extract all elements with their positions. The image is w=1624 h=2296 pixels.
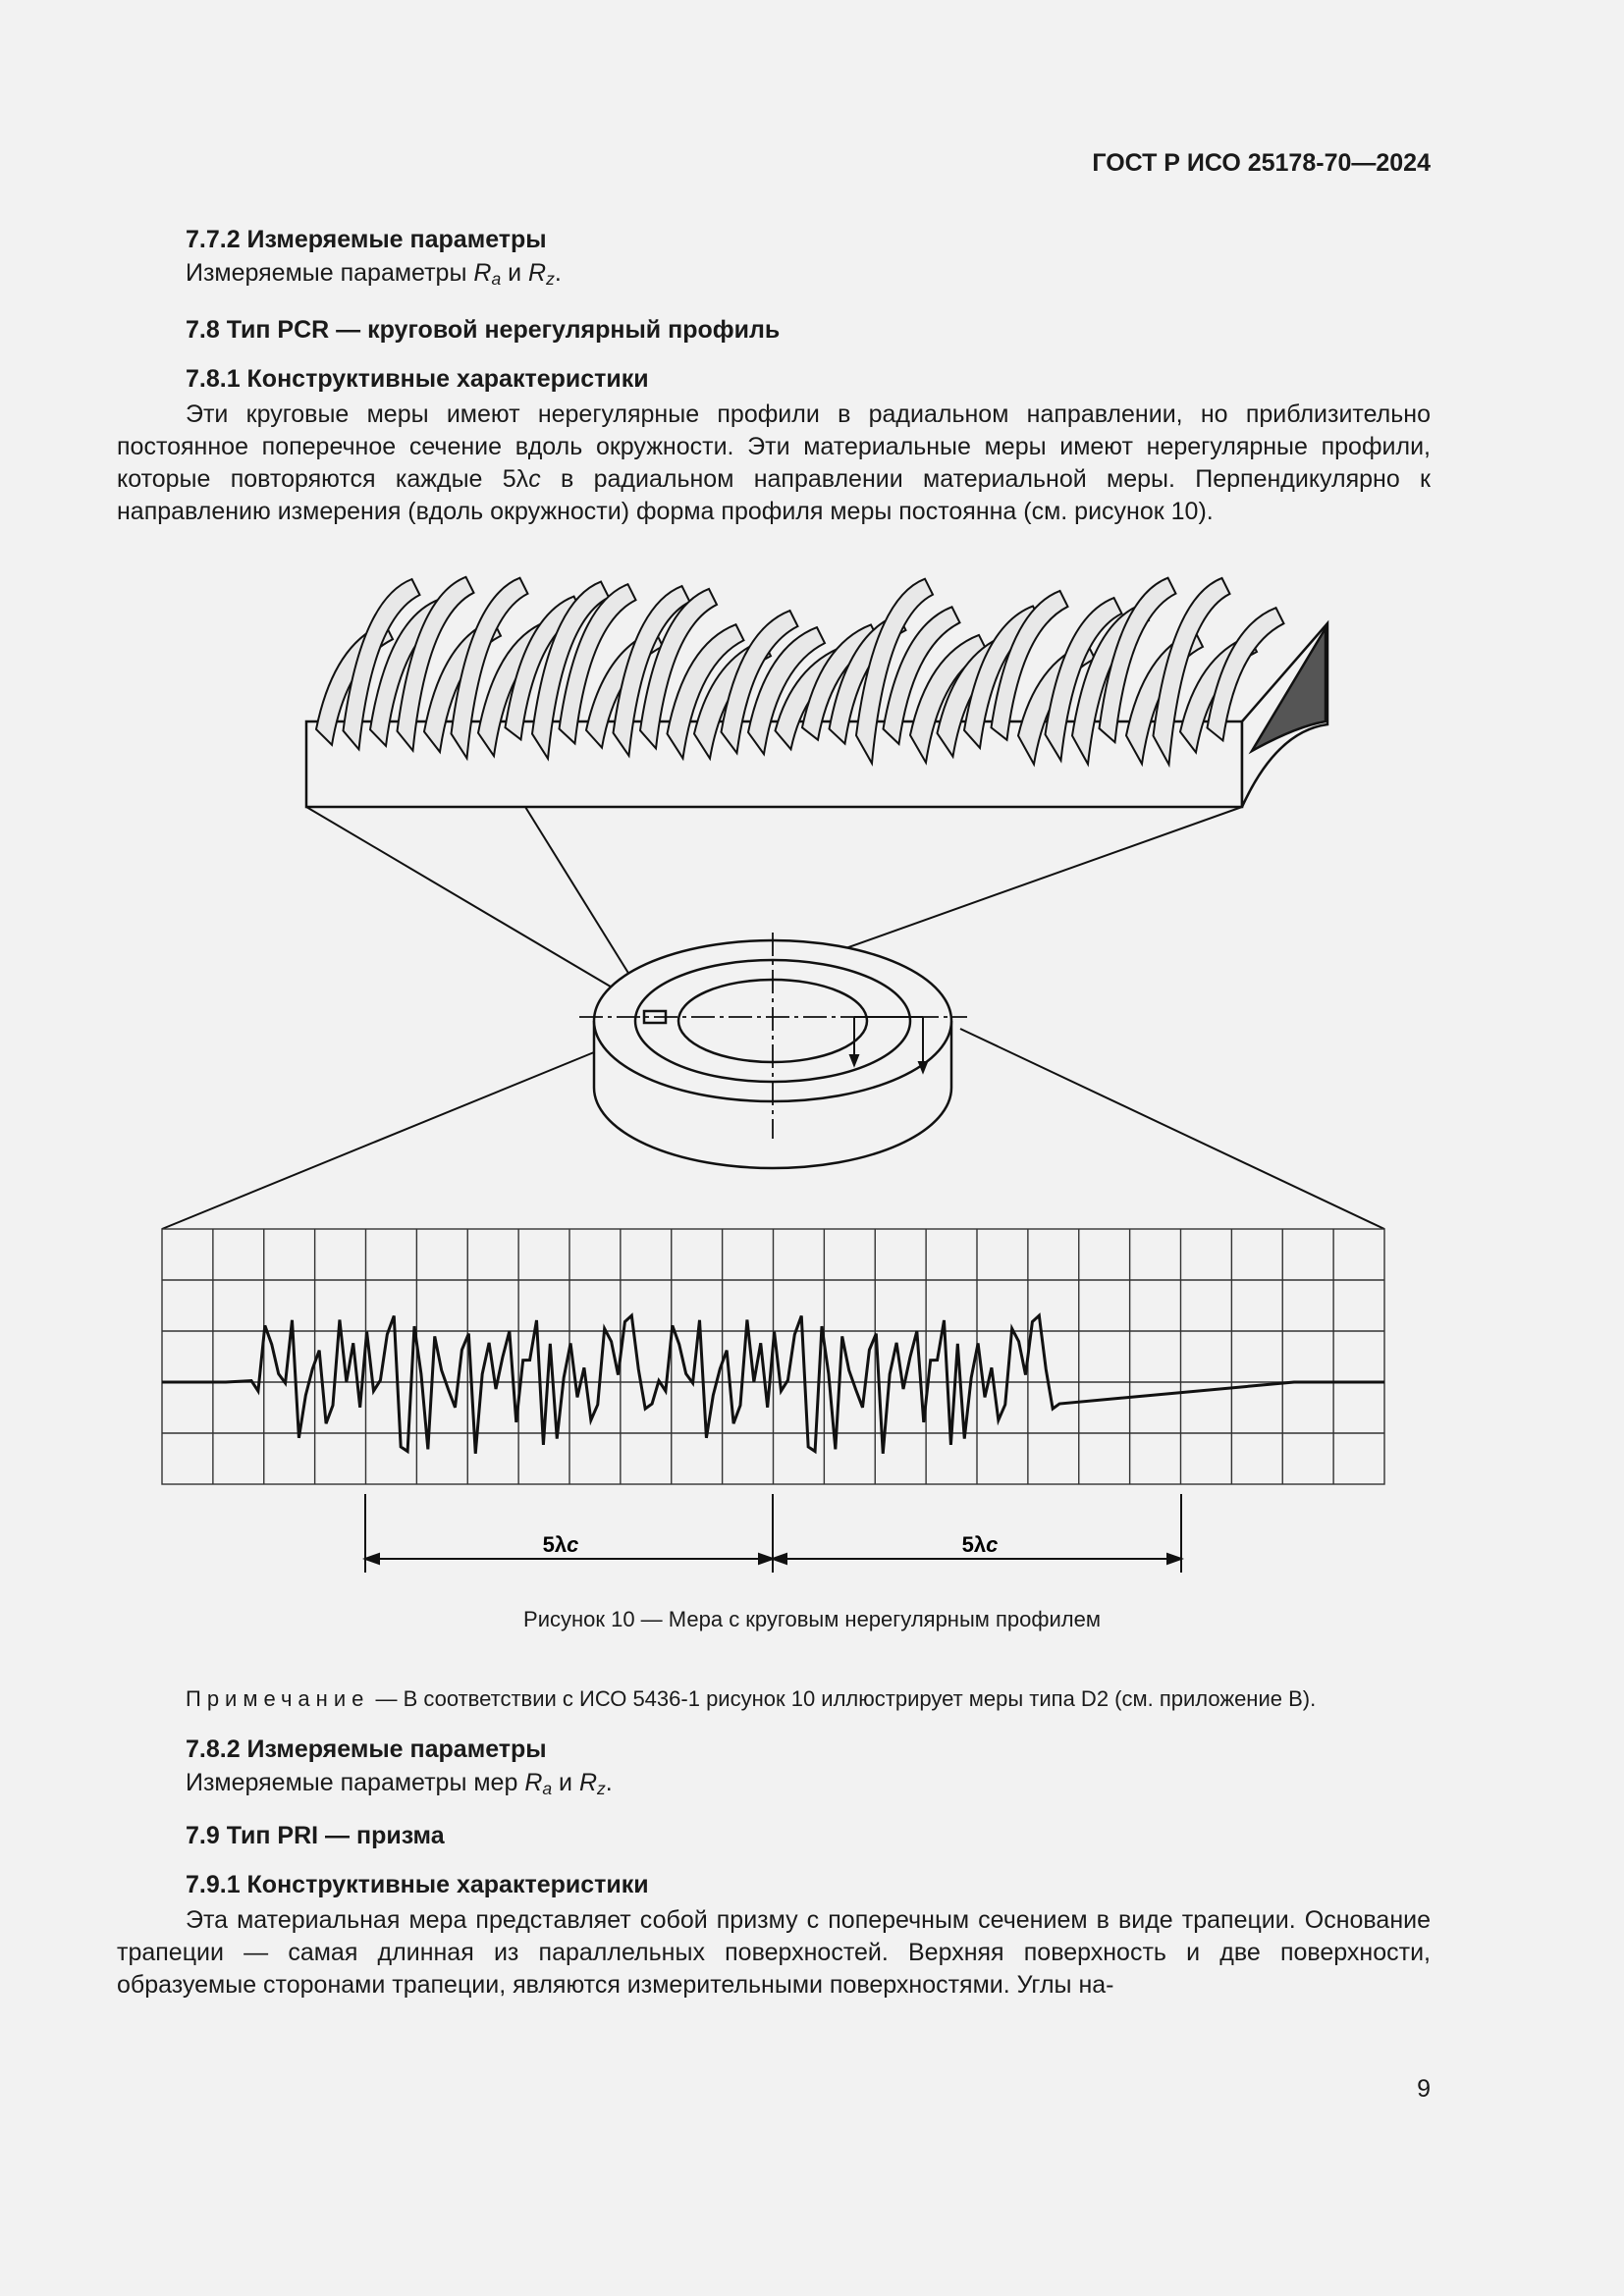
section-7-9-heading: 7.9 Тип PRI — призма <box>186 1822 445 1849</box>
section-7-9-1-heading: 7.9.1 Конструктивные характеристики <box>186 1871 649 1898</box>
note-text: — В соответствии с ИСО 5436-1 рисунок 10 иллюстрирует меры типа D2 (см. приложение В). <box>369 1686 1317 1711</box>
section-7-8-2-text: Измеряемые параметры мер $R_a$ и $R_z$. <box>186 1769 613 1798</box>
section-7-8-1-paragraph: Эти круговые меры имеют нерегулярные профили в радиальном направлении, но приблизительно постоянное поперечное сечение вдоль окружности. Эти материальные меры имеют нерегулярные профили, которые повторяются каждые 5λc в радиальном направлении материальной меры. Перпендикулярно к направлению измерения (вдоль окружности) форма профиля меры постоянна (см. рисунок 10). <box>117 400 1431 525</box>
section-7-8-2-heading: 7.8.2 Измеряемые параметры <box>186 1735 547 1763</box>
note-label: Примечание <box>186 1686 370 1711</box>
document-header: ГОСТ Р ИСО 25178-70—2024 <box>1092 149 1431 177</box>
section-7-8-1-heading: 7.8.1 Конструктивные характеристики <box>186 365 649 393</box>
section-7-9-1-paragraph: Эта материальная мера представляет собой призму с поперечным сечением в виде трапеции. Основание трапеции — самая длинная из параллельных поверхностей. Верхняя поверхность и две поверхности, образуемые сторонами трапеции, являются измерительными поверхностями. Углы на- <box>117 1906 1431 1999</box>
figure-caption: Рисунок 10 — Мера с круговым нерегулярным профилем <box>523 1607 1101 1631</box>
section-7-7-2-text: Измеряемые параметры $R_a$ и $R_z$. <box>186 259 562 289</box>
section-7-8-heading: 7.8 Тип PCR — круговой нерегулярный профиль <box>186 316 781 344</box>
dimension-label-1: 5λc <box>542 1532 579 1557</box>
dimension-label-2: 5λc <box>961 1532 999 1557</box>
dimension-lines <box>365 1494 1181 1573</box>
note <box>186 1686 1431 1712</box>
section-7-7-2-heading: 7.7.2 Измеряемые параметры <box>186 226 547 253</box>
page-number: 9 <box>1417 2075 1431 2103</box>
